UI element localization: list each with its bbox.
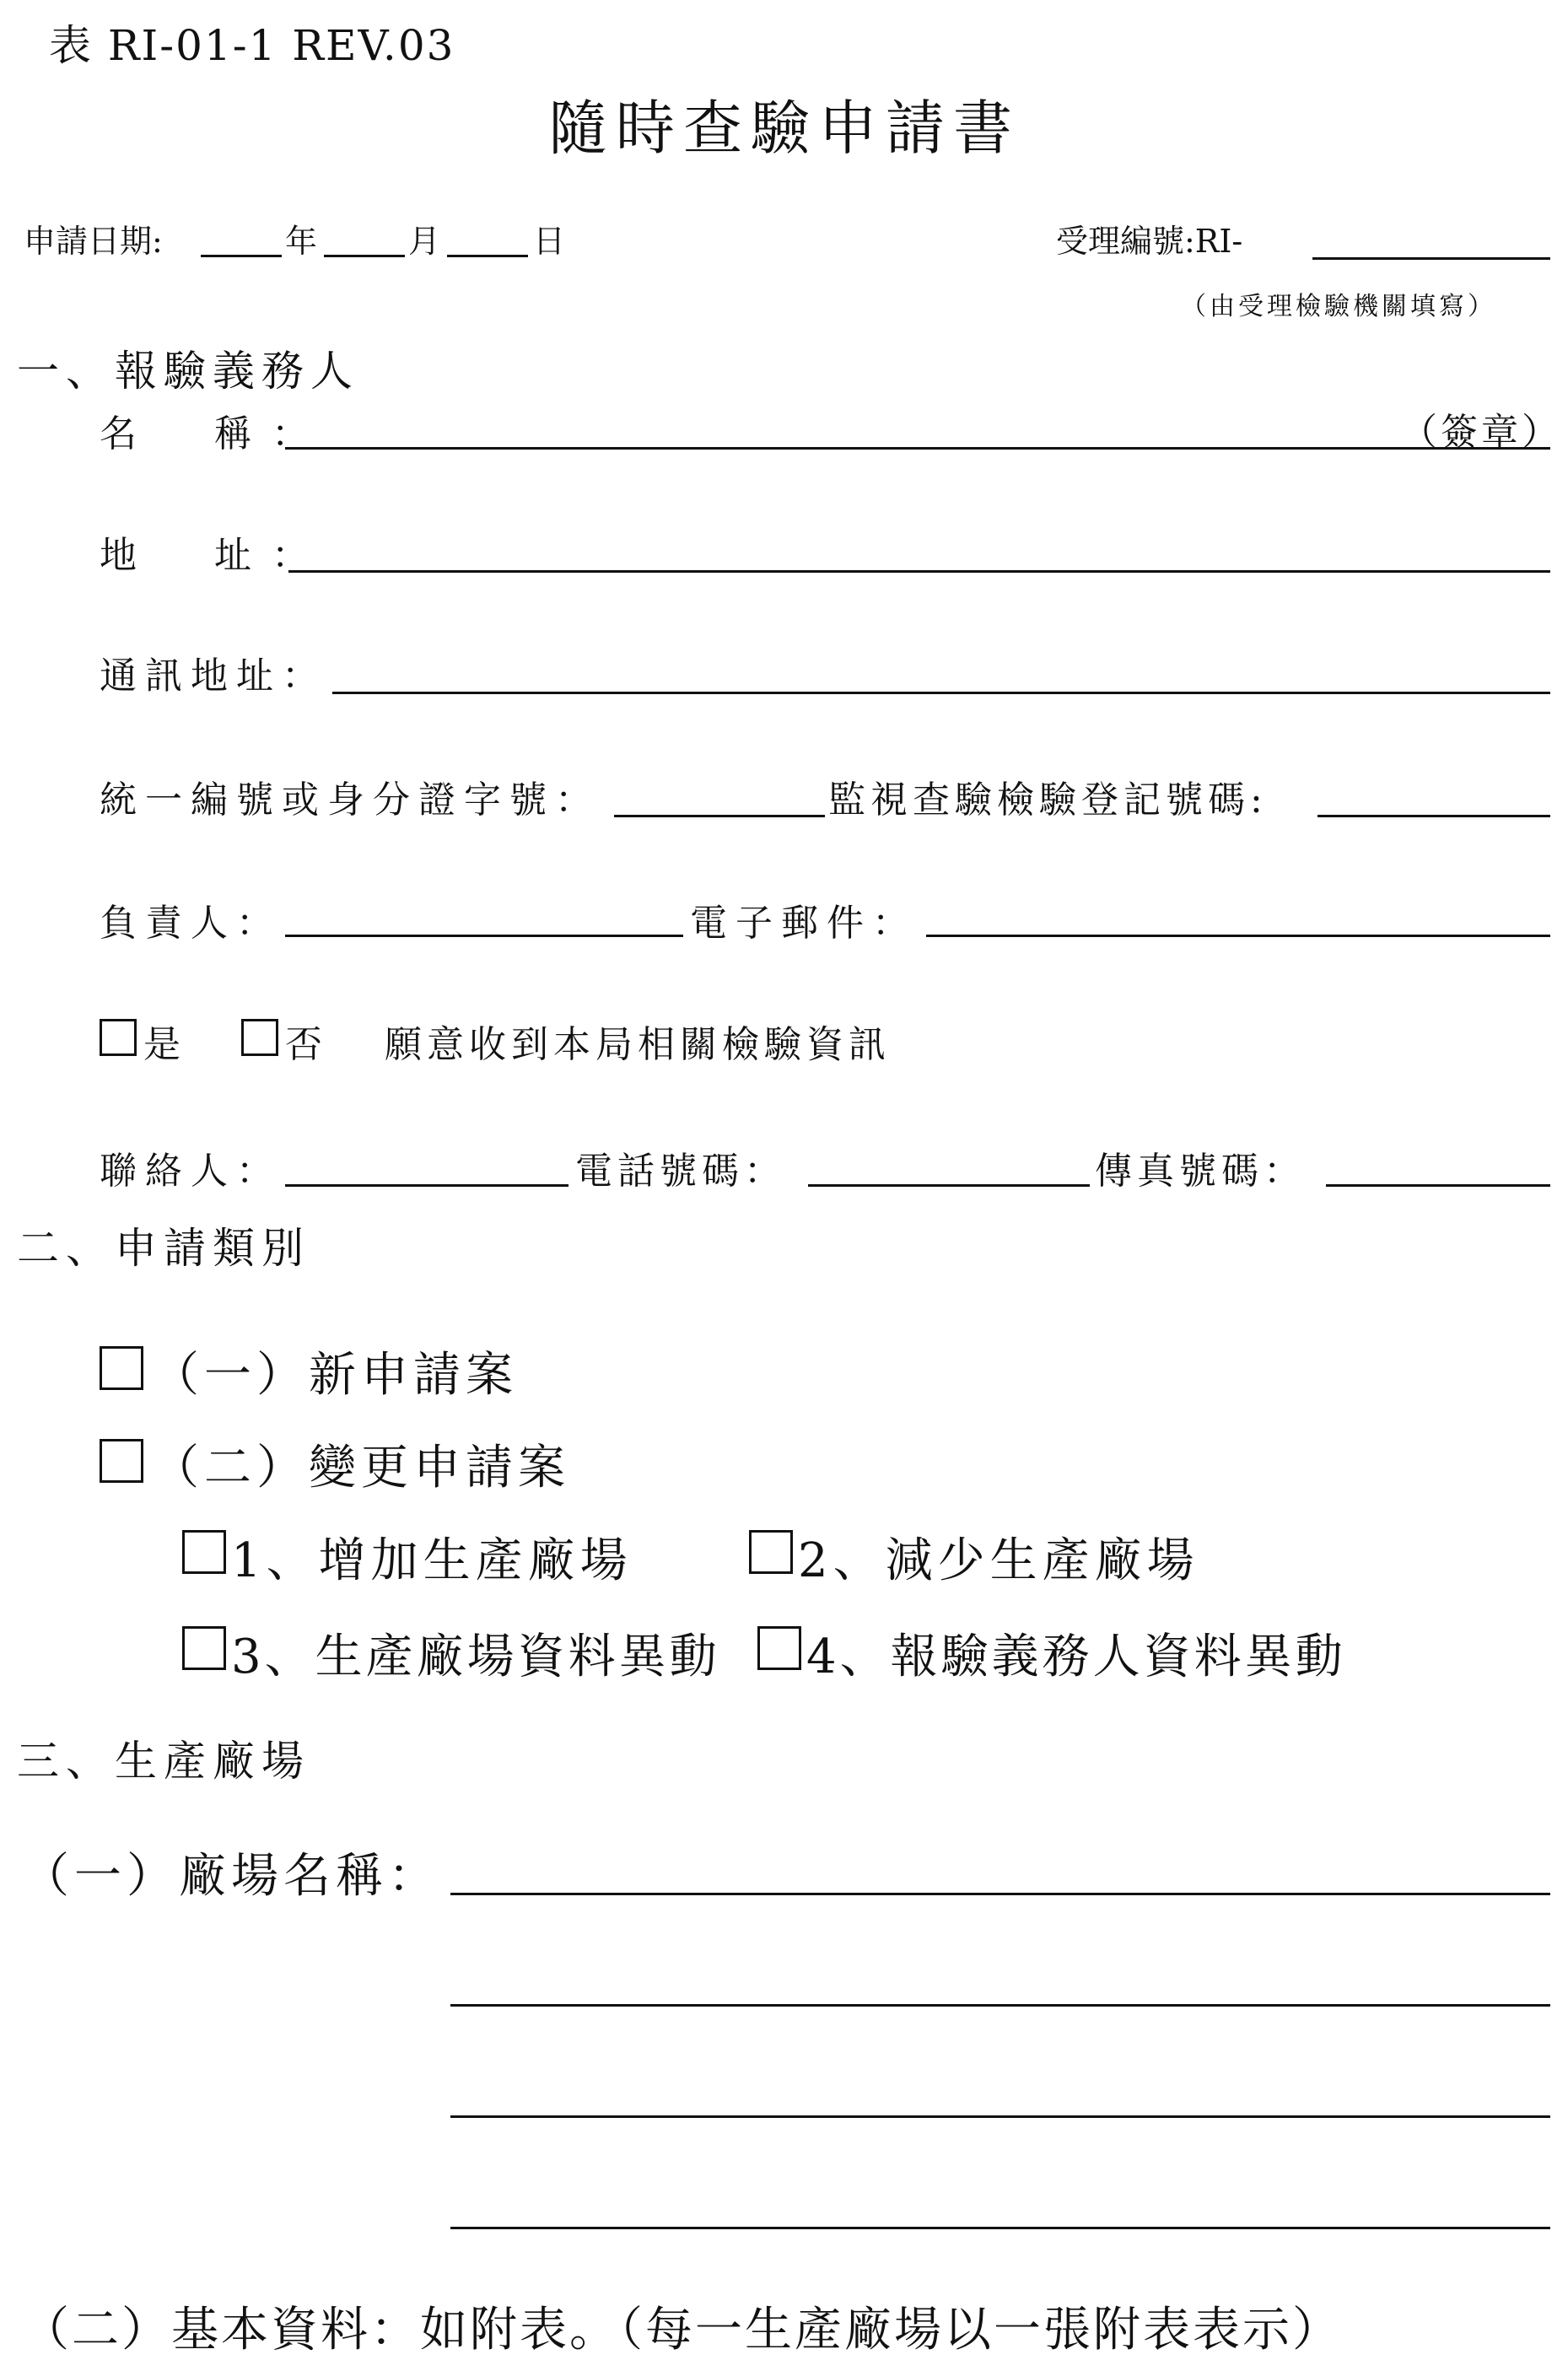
page-title: 隨時查驗申請書	[548, 94, 1021, 163]
seal-label: （簽章）	[1400, 411, 1562, 454]
name-line[interactable]	[285, 447, 1550, 450]
reg-no-line[interactable]	[1317, 815, 1550, 817]
phone-line[interactable]	[808, 1184, 1090, 1187]
factory-name-line-4[interactable]	[450, 2227, 1550, 2229]
owner-line[interactable]	[285, 935, 683, 937]
email-label: 電子郵件：	[690, 902, 918, 945]
date-day-line[interactable]	[447, 255, 528, 257]
section2-heading: 二、申請類別	[17, 1224, 310, 1273]
section1-heading: 一、報驗義務人	[17, 347, 359, 396]
phone-label: 電話號碼：	[575, 1150, 786, 1193]
factory-name-line-2[interactable]	[450, 2004, 1550, 2007]
change-application-label: （二）變更申請案	[152, 1441, 570, 1495]
section3-heading: 三、生產廠場	[17, 1737, 310, 1786]
id-line[interactable]	[614, 815, 825, 817]
month-label: 月	[408, 223, 441, 260]
name-label: 名 稱：	[100, 412, 329, 455]
id-label: 統一編號或身分證字號：	[100, 779, 601, 822]
owner-label: 負責人：	[100, 902, 282, 945]
case-no-note: （由受理檢驗機關填寫）	[1181, 292, 1496, 321]
date-year-line[interactable]	[201, 255, 282, 257]
obligor-data-change-checkbox[interactable]	[757, 1626, 801, 1670]
add-factory-checkbox[interactable]	[182, 1530, 226, 1574]
fax-line[interactable]	[1326, 1184, 1550, 1187]
reg-no-label: 監視查驗檢驗登記號碼:	[828, 779, 1268, 822]
add-factory-label: 1、增加生產廠場	[231, 1533, 633, 1588]
case-no-label: 受理編號:RI-	[1056, 223, 1243, 260]
no-checkbox[interactable]	[241, 1019, 278, 1056]
reduce-factory-checkbox[interactable]	[749, 1530, 793, 1574]
factory-data-change-label: 3、生產廠場資料異動	[231, 1630, 720, 1684]
address-line[interactable]	[288, 570, 1550, 573]
factory-name-label: （一）廠場名稱：	[22, 1849, 440, 1904]
mail-address-label: 通訊地址：	[100, 655, 327, 698]
change-application-checkbox[interactable]	[100, 1439, 143, 1483]
form-code: 表 RI-01-1 REV.03	[49, 21, 455, 70]
new-application-label: （一）新申請案	[152, 1348, 518, 1403]
case-no-line[interactable]	[1312, 257, 1550, 260]
reduce-factory-label: 2、減少生產廠場	[798, 1533, 1199, 1588]
consent-text: 願意收到本局相關檢驗資訊	[385, 1023, 891, 1066]
yes-label: 是	[143, 1023, 189, 1066]
factory-name-line-3[interactable]	[450, 2115, 1550, 2118]
email-line[interactable]	[926, 935, 1550, 937]
contact-line[interactable]	[285, 1184, 568, 1187]
date-label: 申請日期:	[24, 223, 163, 260]
factory-name-line-1[interactable]	[450, 1893, 1550, 1895]
yes-checkbox[interactable]	[100, 1019, 137, 1056]
date-month-line[interactable]	[324, 255, 405, 257]
address-label: 地 址：	[100, 534, 329, 577]
factory-data-change-checkbox[interactable]	[182, 1626, 226, 1670]
basic-info-text: （二）基本資料：如附表。（每一生產廠場以一張附表表示）	[22, 2303, 1342, 2357]
new-application-checkbox[interactable]	[100, 1346, 143, 1390]
no-label: 否	[285, 1023, 331, 1066]
day-label: 日	[533, 223, 566, 260]
fax-label: 傳真號碼：	[1095, 1150, 1306, 1193]
obligor-data-change-label: 4、報驗義務人資料異動	[806, 1630, 1346, 1684]
mail-address-line[interactable]	[332, 692, 1550, 694]
year-label: 年	[285, 223, 318, 260]
contact-label: 聯絡人：	[100, 1150, 282, 1193]
